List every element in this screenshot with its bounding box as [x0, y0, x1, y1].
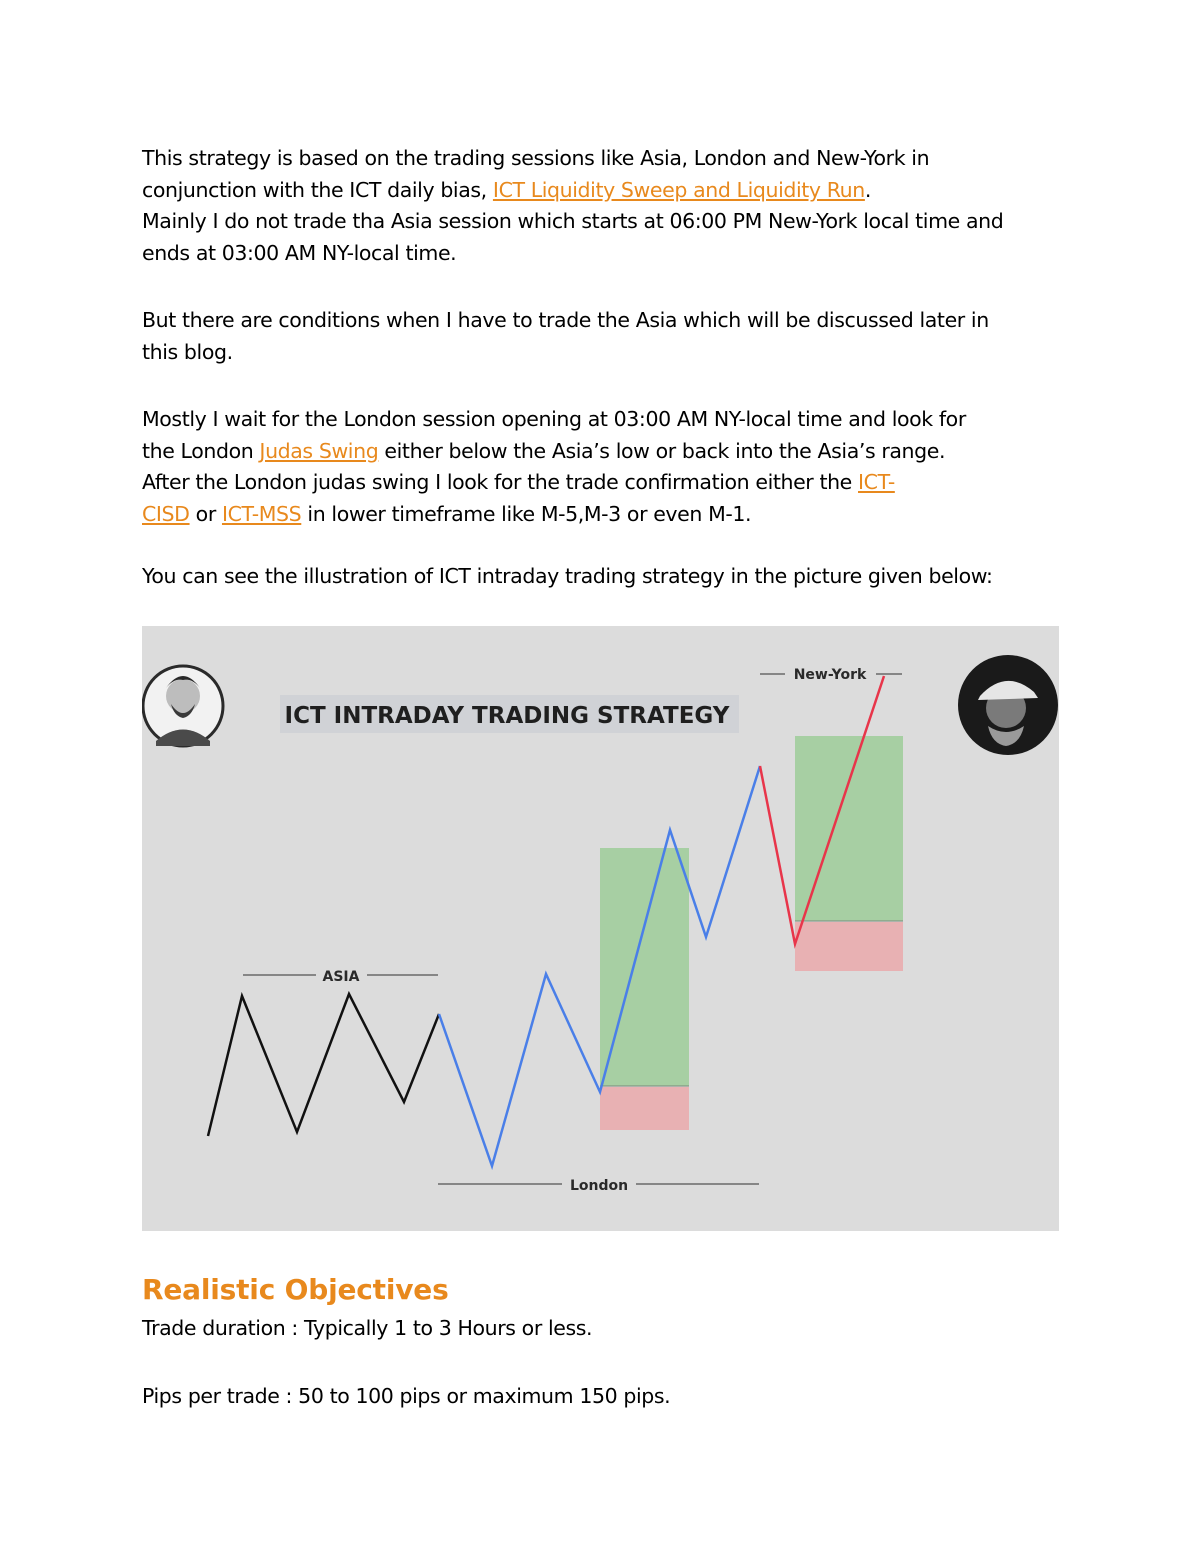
london-loss-zone — [600, 1087, 689, 1130]
text-span: the London — [142, 438, 260, 463]
strategy-illustration — [142, 626, 1059, 1231]
label-london: London — [569, 1178, 629, 1194]
text-line: Mainly I do not trade tha Asia session which starts at 06:00 PM New-York local time and — [142, 209, 1004, 233]
link-ict-liquidity-sweep[interactable]: ICT Liquidity Sweep and Liquidity Run — [492, 177, 865, 202]
text-line: Mostly I wait for the London session opening at 03:00 AM NY-local time and look for — [142, 407, 966, 431]
strategy-diagram — [142, 626, 1059, 1231]
link-ict-mss[interactable]: ICT-MSS — [221, 501, 302, 526]
label-newyork: New-York — [793, 667, 867, 683]
text-span: in lower timeframe like M-5,M-3 or even M-1. — [301, 501, 752, 526]
link-judas-swing[interactable]: Judas Swing — [259, 438, 379, 463]
link-ict-cisd-part1[interactable]: ICT- — [858, 470, 895, 494]
label-asia: ASIA — [322, 969, 360, 985]
paragraph-pips — [142, 1381, 1072, 1413]
text-line: ends at 03:00 AM NY-local time. — [142, 240, 457, 265]
text-span: . — [864, 177, 871, 202]
avatar-left — [143, 666, 223, 746]
link-ict-cisd-part2[interactable]: CISD — [142, 501, 190, 526]
text-span: or — [189, 501, 222, 526]
text-line: You can see the illustration of ICT intraday trading strategy in the picture given below: — [142, 564, 993, 588]
paragraph-conditions — [142, 305, 1072, 368]
paragraph-london — [142, 404, 1072, 530]
text-span: conjunction with the ICT daily bias, — [142, 177, 493, 202]
text-line — [142, 175, 1072, 207]
text-span: either below the Asia’s low or back into the Asia’s range. — [378, 438, 946, 463]
text-line: Pips per trade : 50 to 100 pips or maximum 150 pips. — [142, 1384, 671, 1408]
text-span: After the London judas swing I look for the trade confirmation either the — [142, 470, 859, 494]
paragraph-intro — [142, 143, 1072, 269]
newyork-loss-zone — [795, 922, 903, 971]
text-line: But there are conditions when I have to trade the Asia which will be discussed later in — [142, 308, 989, 332]
london-profit-zone — [600, 848, 689, 1086]
section-heading: Realistic Objectives — [142, 1273, 449, 1306]
text-line: this blog. — [142, 339, 233, 364]
text-line — [142, 436, 1072, 468]
text-line — [142, 499, 1072, 531]
paragraph-illustration-intro — [142, 561, 1072, 593]
paragraph-trade-duration — [142, 1313, 1072, 1345]
avatar-right — [958, 655, 1058, 755]
text-line — [142, 467, 1072, 499]
text-line: Trade duration : Typically 1 to 3 Hours or less. — [142, 1316, 593, 1340]
diagram-title: ICT INTRADAY TRADING STRATEGY — [284, 703, 730, 729]
text-line: This strategy is based on the trading sessions like Asia, London and New-York in — [142, 146, 930, 170]
